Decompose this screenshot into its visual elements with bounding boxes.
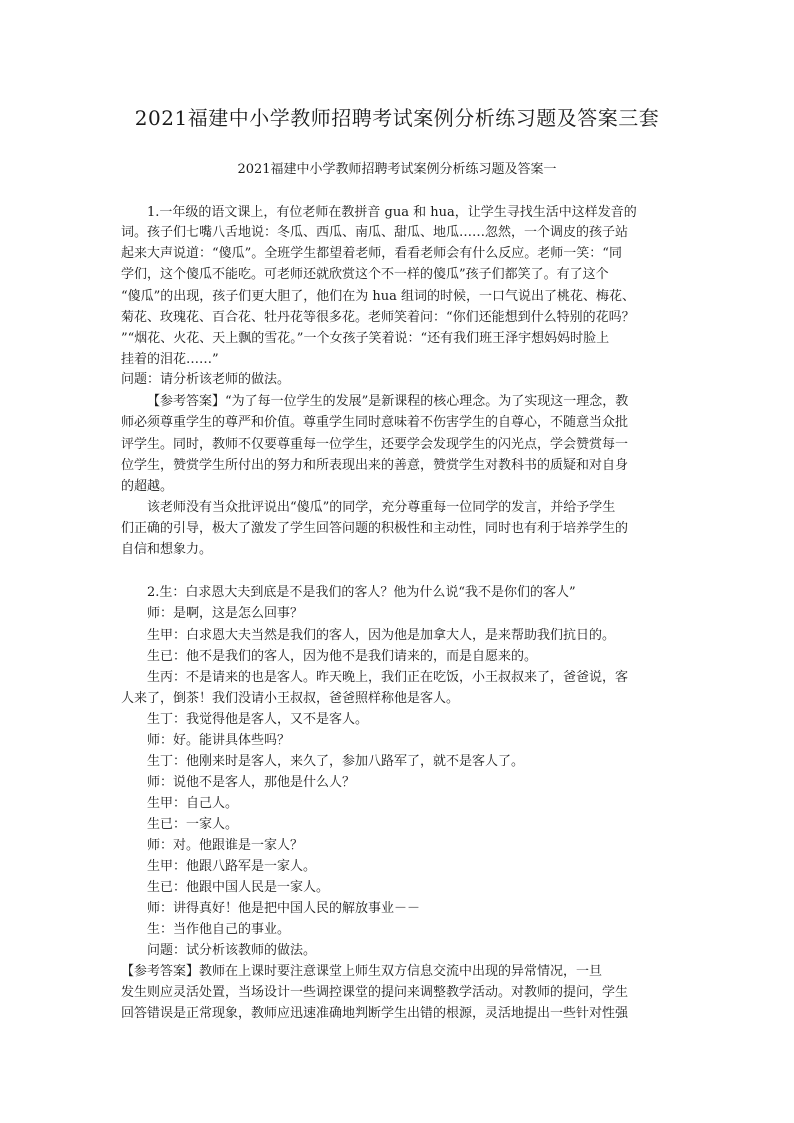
q1-line: 挂着的泪花……” <box>121 352 219 367</box>
q1-line: 词。孩子们七嘴八舌地说：冬瓜、西瓜、南瓜、甜瓜、地瓜……忽然，一个调皮的孩子站 <box>121 225 629 240</box>
q2-line: 生丁：他刚来时是客人，来久了，参加八路军了，就不是客人了。 <box>147 754 525 769</box>
q1-line: 起来大声说道：“傻瓜”。全班学生都望着老师，看看老师会有什么反应。老师一笑：“同 <box>121 246 622 261</box>
q2-line: 生甲：他跟八路军是一家人。 <box>147 859 317 874</box>
a2-line: 发生则应灵活处置，当场设计一些调控课堂的提问来调整教学活动。对教师的提问，学生 <box>121 985 629 1000</box>
q2-line: 生甲：白求恩大夫当然是我们的客人，因为他是加拿大人，是来帮助我们抗日的。 <box>147 628 616 643</box>
q1-line: 学们，这个傻瓜不能吃。可老师还就欣赏这个不一样的傻瓜”孩子们都笑了。有了这个 <box>121 267 609 282</box>
q1-line: 1.一年级的语文课上，有位老师在教拼音 gua 和 hua，让学生寻找生活中这样发音的 <box>147 205 637 220</box>
q2-line: 生已：一家人。 <box>147 817 239 832</box>
a2-line: 【参考答案】教师在上课时要注意课堂上师生双方信息交流中出现的异常情况，一旦 <box>121 964 603 979</box>
q2-line: 生已：他不是我们的客人，因为他不是我们请来的，而是自愿来的。 <box>147 649 538 664</box>
q2-line: 师：好。能讲具体些吗？ <box>147 733 291 748</box>
a1-line: 们正确的引导，极大了激发了学生回答问题的积极性和主动性，同时也有利于培养学生的 <box>121 521 629 536</box>
q2-line: 生丁：我觉得他是客人，又不是客人。 <box>147 712 369 727</box>
a1-line: 自信和想象力。 <box>121 542 213 557</box>
q2-line: 师：对。他跟谁是一家人？ <box>147 838 304 853</box>
a1-line: 位学生，赞赏学生所付出的努力和所表现出来的善意，赞赏学生对教科书的质疑和对自身 <box>121 458 629 473</box>
q2-line: 师：讲得真好！他是把中国人民的解放事业－－ <box>147 901 421 916</box>
q1-line: “傻瓜”的出现，孩子们更大胆了，他们在为 hua 组词的时候，一口气说出了桃花、梅花、 <box>121 289 636 304</box>
a1-line: 师必须尊重学生的尊严和价值。尊重学生同时意味着不伤害学生的自尊心，不随意当众批 <box>121 415 629 430</box>
a1-line: 该老师没有当众批评说出“傻瓜”的同学，充分尊重每一位同学的发言，并给予学生 <box>147 500 616 515</box>
q1-line: ”“烟花、火花、天上飘的雪花。”一个女孩子笑着说：“还有我们班王泽宇想妈妈时脸上 <box>121 331 610 346</box>
a2-line: 回答错误是正常现象，教师应迅速准确地判断学生出错的根源，灵活地提出一些针对性强 <box>121 1006 629 1021</box>
q2-line: 生丙：不是请来的也是客人。昨天晚上，我们正在吃饭，小王叔叔来了，爸爸说，客 <box>147 670 629 685</box>
a1-line: 【参考答案】“为了每一位学生的发展”是新课程的核心理念。为了实现这一理念，教 <box>147 394 629 409</box>
a1-line: 的超越。 <box>121 479 174 494</box>
q1-line: 菊花、玫瑰花、百合花、牡丹花等很多花。老师笑着问：“你们还能想到什么特别的花吗？ <box>121 310 635 325</box>
q2-line: 师：说他不是客人，那他是什么人？ <box>147 775 356 790</box>
q2-line: 师：是啊，这是怎么回事？ <box>147 606 304 621</box>
q2-line: 生：当作他自己的事业。 <box>147 922 291 937</box>
q2-question: 问题：试分析该教师的做法。 <box>147 943 317 958</box>
q2-line: 人来了，倒茶！我们没请小王叔叔，爸爸照样称他是客人。 <box>121 691 460 706</box>
q2-line: 生甲：自己人。 <box>147 796 239 811</box>
q2-line: 2.生：白求恩大夫到底是不是我们的客人？他为什么说“我不是你们的客人” <box>147 585 576 600</box>
a1-line: 评学生。同时，教师不仅要尊重每一位学生，还要学会发现学生的闪光点，学会赞赏每一 <box>121 437 629 452</box>
q1-question: 问题：请分析该老师的做法。 <box>121 372 291 387</box>
document-subtitle: 2021福建中小学教师招聘考试案例分析练习题及答案一 <box>237 162 557 177</box>
document-title: 2021福建中小学教师招聘考试案例分析练习题及答案三套 <box>134 106 660 130</box>
q2-line: 生已：他跟中国人民是一家人。 <box>147 880 330 895</box>
